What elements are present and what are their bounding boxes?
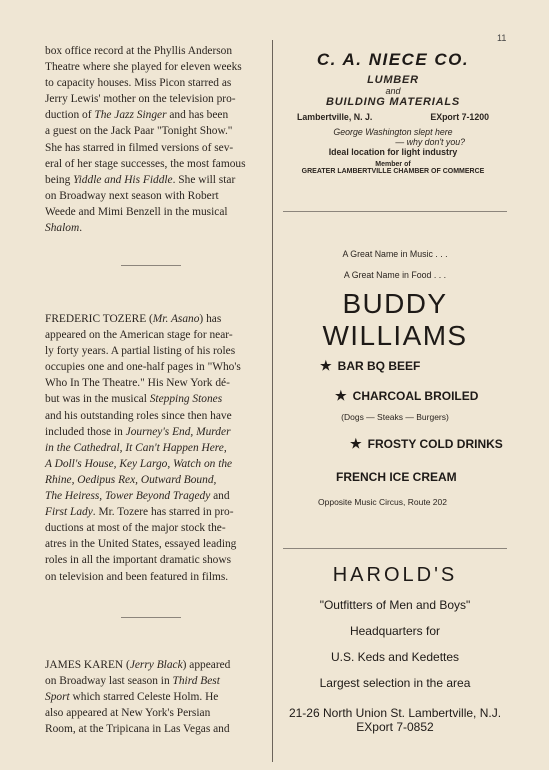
buddy-location: Opposite Music Circus, Route 202 bbox=[318, 497, 447, 507]
menu-item-bbq bbox=[280, 358, 510, 374]
left-column-karen bbox=[45, 657, 265, 737]
text-line: occupies one and one-half pages in "Who's bbox=[45, 361, 241, 374]
niece-contact-row bbox=[283, 112, 503, 122]
niece-lumber: LUMBER bbox=[367, 74, 419, 86]
star-icon: ★ bbox=[320, 358, 332, 373]
left-column bbox=[45, 43, 265, 236]
text-line: Room, at the Tripicana in Las Vegas and bbox=[45, 723, 230, 736]
separator-rule bbox=[121, 617, 181, 618]
text-line: box office record at the Phyllis Anderson bbox=[45, 45, 233, 57]
harolds-selection: Largest selection in the area bbox=[319, 676, 471, 690]
text-line: in the Cathedral, It Can't Happen Here, bbox=[45, 441, 227, 454]
separator-rule bbox=[121, 265, 181, 266]
niece-phone: EXport 7-1200 bbox=[430, 112, 489, 122]
harolds-name: HAROLD'S bbox=[332, 564, 458, 586]
menu-item-drinks bbox=[280, 436, 510, 452]
harolds-phone: EXport 7-0852 bbox=[356, 720, 434, 734]
text-line: but was in the musical Stepping Stones bbox=[45, 393, 223, 406]
niece-ad bbox=[283, 50, 503, 175]
text-line: atres in the United States, essayed leading bbox=[45, 538, 237, 551]
buddy-tag-food: A Great Name in Food . . . bbox=[343, 270, 447, 280]
text-line: The Heiress, Tower Beyond Tragedy and bbox=[45, 490, 230, 503]
text-line: being Yiddle and His Fiddle. She will star bbox=[45, 173, 236, 186]
text-line: Rhine, Oedipus Rex, Outward Bound, bbox=[45, 473, 217, 486]
text-line: eral of her stage successes, the most famous bbox=[45, 157, 246, 170]
text-line: ly forty years. A partial listing of his roles bbox=[45, 345, 236, 358]
text-line: on television and been featured in films. bbox=[45, 570, 229, 583]
niece-building-materials: BUILDING MATERIALS bbox=[326, 96, 460, 108]
ad-divider bbox=[283, 211, 507, 212]
menu-item-label: BAR BQ BEEF bbox=[337, 359, 421, 373]
harolds-address: 21-26 North Union St. Lambertville, N.J. bbox=[288, 706, 502, 720]
text-line: Theatre where she played for eleven weeks bbox=[45, 61, 242, 74]
niece-company-name: C. A. NIECE CO. bbox=[316, 50, 470, 69]
text-line: duction of The Jazz Singer and has been bbox=[45, 109, 229, 122]
text-line: on Broadway last season in Third Best bbox=[45, 675, 220, 688]
text-line: Sport which starred Celeste Holm. He bbox=[45, 691, 219, 704]
harolds-keds: U.S. Keds and Kedettes bbox=[330, 650, 460, 664]
left-column-tozere bbox=[45, 311, 265, 585]
page-number: 11 bbox=[497, 33, 507, 43]
star-icon: ★ bbox=[335, 388, 347, 403]
paragraph-tozere bbox=[45, 311, 265, 585]
buddy-williams-name: BUDDY WILLIAMS bbox=[322, 288, 468, 351]
menu-item-charcoal bbox=[280, 388, 510, 404]
harolds-outfitters: "Outfitters of Men and Boys" bbox=[319, 598, 471, 612]
text-line: Shalom. bbox=[45, 222, 83, 235]
text-line: First Lady. Mr. Tozere has starred in pro- bbox=[45, 506, 234, 519]
text-line: JAMES KAREN (Jerry Black) appeared bbox=[45, 659, 231, 671]
harolds-ad bbox=[270, 564, 520, 734]
text-line: roles in all the important dramatic shows bbox=[45, 554, 232, 567]
text-line: ductions at most of the major stock the- bbox=[45, 522, 226, 535]
text-line: also appeared at New York's Persian bbox=[45, 707, 211, 720]
niece-member: Member of bbox=[375, 161, 411, 168]
text-line: included those in Journey's End, Murder bbox=[45, 425, 231, 438]
paragraph-karen bbox=[45, 657, 265, 737]
menu-item-charcoal-sub: (Dogs — Steaks — Burgers) bbox=[341, 412, 449, 422]
text-line: FREDERIC TOZERE (Mr. Asano) has bbox=[45, 313, 222, 325]
text-line: She has starred in filmed versions of sev- bbox=[45, 141, 234, 154]
menu-item-label: FROSTY COLD DRINKS bbox=[367, 437, 503, 451]
text-line: a guest on the Jack Paar "Tonight Show." bbox=[45, 125, 233, 138]
buddy-williams-ad bbox=[280, 249, 510, 507]
buddy-tag-music: A Great Name in Music . . . bbox=[342, 249, 448, 259]
paragraph-picon bbox=[45, 43, 265, 236]
text-line: and his outstanding roles since then have bbox=[45, 409, 232, 422]
menu-item-label: CHARCOAL BROILED bbox=[352, 389, 479, 403]
text-line: A Doll's House, Key Largo, Watch on the bbox=[45, 457, 233, 470]
ad-divider bbox=[283, 548, 507, 549]
niece-chamber: GREATER LAMBERTVILLE CHAMBER OF COMMERCE bbox=[301, 168, 485, 175]
text-line: Jerry Lewis' mother on the television pro- bbox=[45, 93, 236, 106]
niece-slogan-2: — why don't you? bbox=[395, 137, 465, 147]
menu-item-ice-cream: FRENCH ICE CREAM bbox=[336, 470, 457, 484]
harolds-headquarters: Headquarters for bbox=[349, 624, 441, 638]
niece-slogan-1: George Washington slept here bbox=[333, 127, 453, 137]
text-line: appeared on the American stage for near- bbox=[45, 329, 233, 342]
niece-slogan-3: Ideal location for light industry bbox=[328, 147, 458, 157]
text-line: on Broadway next season with Robert bbox=[45, 189, 219, 202]
text-line: Weede and Mimi Benzell in the musical bbox=[45, 205, 228, 218]
text-line: to capacity houses. Miss Picon starred as bbox=[45, 77, 232, 90]
niece-town: Lambertville, N. J. bbox=[297, 112, 373, 122]
niece-and: and bbox=[385, 86, 401, 96]
star-icon: ★ bbox=[350, 436, 362, 451]
text-line: Who In The Theatre." His New York dé- bbox=[45, 377, 230, 390]
